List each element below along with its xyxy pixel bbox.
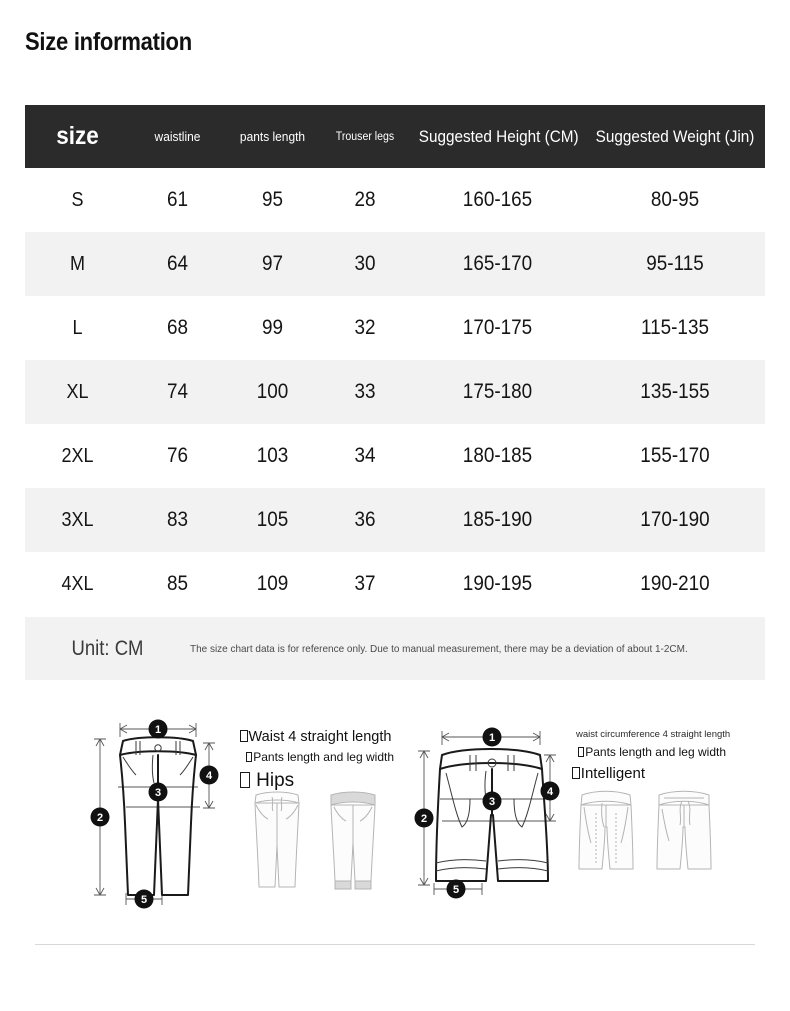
measure-label-waist-circumference: waist circumference 4 straight length — [576, 729, 731, 740]
table-row — [25, 168, 765, 232]
cell-size: XL — [66, 380, 89, 403]
long-pants-thumbnails — [246, 787, 384, 892]
marker-badge-3 — [149, 783, 168, 802]
cell-waistline: 68 — [166, 316, 189, 339]
measure-label-length: Pants length and leg width — [240, 750, 394, 764]
cell-suggested-height: 160-165 — [462, 188, 533, 211]
svg-text:1: 1 — [488, 732, 496, 744]
table-row — [25, 232, 765, 296]
measurement-disclaimer: The size chart data is for reference only. Due to manual measurement, there may be a deviation of about 1-2CM. — [190, 642, 688, 655]
marker-badge-2 — [91, 808, 110, 827]
cell-suggested-height: 185-190 — [462, 508, 533, 531]
marker-badge-2 — [415, 809, 434, 828]
cell-size: M — [69, 252, 85, 275]
measure-label-length: Pants length and leg width — [572, 745, 730, 759]
cell-suggested-height: 190-195 — [462, 572, 533, 595]
cell-suggested-height: 180-185 — [462, 444, 533, 467]
svg-text:3: 3 — [488, 796, 496, 808]
table-row — [25, 488, 765, 552]
marker-badge-4 — [541, 782, 560, 801]
shorts-technical-drawing — [412, 703, 572, 913]
cell-size: S — [71, 188, 84, 211]
cell-size: L — [72, 316, 83, 339]
cell-trouser-legs: 36 — [354, 508, 376, 531]
column-header-trouser-legs: Trouser legs — [335, 130, 395, 143]
cell-suggested-weight: 170-190 — [640, 508, 710, 531]
svg-text:4: 4 — [205, 770, 213, 782]
missing-glyph-icon — [578, 747, 584, 757]
cell-pants-length: 100 — [256, 380, 289, 403]
cell-suggested-weight: 135-155 — [640, 380, 710, 403]
svg-text:1: 1 — [154, 724, 162, 736]
thumbnail-cargo-shorts — [574, 787, 638, 879]
column-header-suggested-height: Suggested Height (CM) — [418, 126, 579, 146]
cell-suggested-height: 165-170 — [462, 252, 533, 275]
page-title: Size information — [25, 28, 192, 56]
column-header-waistline: waistline — [154, 129, 201, 144]
thumbnail-drawstring-pants — [246, 787, 308, 892]
missing-glyph-icon — [240, 730, 248, 742]
table-row — [25, 552, 765, 616]
cell-size: 2XL — [61, 444, 94, 467]
long-pants-measure-labels — [240, 729, 394, 792]
cell-trouser-legs: 37 — [354, 572, 376, 595]
marker-badge-1 — [149, 720, 168, 739]
svg-text:3: 3 — [154, 787, 162, 799]
table-header — [25, 105, 765, 168]
table-body — [25, 168, 765, 616]
marker-badge-4 — [200, 766, 219, 785]
cell-pants-length: 105 — [256, 508, 289, 531]
cell-size: 3XL — [61, 508, 94, 531]
cell-suggested-height: 170-175 — [462, 316, 533, 339]
missing-glyph-icon — [572, 767, 580, 779]
shorts-measure-labels — [572, 729, 730, 782]
size-chart-table — [25, 105, 765, 616]
cell-suggested-weight: 115-135 — [641, 316, 709, 339]
column-header-size: size — [56, 122, 99, 150]
cell-pants-length: 99 — [261, 316, 284, 339]
cell-waistline: 85 — [166, 572, 189, 595]
marker-badge-5 — [135, 890, 154, 909]
unit-label: Unit: CM — [71, 636, 144, 660]
measure-label-hips: Hips — [240, 770, 394, 792]
svg-text:2: 2 — [420, 813, 428, 825]
bottom-divider — [35, 944, 755, 945]
cell-suggested-weight: 155-170 — [640, 444, 710, 467]
table-row — [25, 424, 765, 488]
shorts-thumbnails — [574, 787, 716, 879]
marker-badge-1 — [483, 728, 502, 747]
table-row — [25, 360, 765, 424]
thumbnail-drawstring-shorts — [652, 787, 716, 879]
cell-trouser-legs: 33 — [354, 380, 376, 403]
long-pants-technical-drawing — [78, 703, 238, 913]
measurement-diagram-area — [0, 695, 790, 930]
unit-note-band — [25, 617, 765, 680]
cell-trouser-legs: 30 — [354, 252, 376, 275]
cell-suggested-weight: 80-95 — [650, 188, 700, 211]
column-header-suggested-weight: Suggested Weight (Jin) — [595, 126, 755, 146]
table-row — [25, 296, 765, 360]
cell-trouser-legs: 32 — [354, 316, 376, 339]
cell-suggested-weight: 95-115 — [646, 252, 704, 275]
cell-waistline: 74 — [166, 380, 189, 403]
cell-pants-length: 103 — [256, 444, 289, 467]
cell-pants-length: 95 — [261, 188, 284, 211]
cell-size: 4XL — [61, 572, 94, 595]
cell-trouser-legs: 28 — [354, 188, 376, 211]
thumbnail-jogger-pants — [322, 787, 384, 892]
cell-pants-length: 97 — [261, 252, 284, 275]
cell-waistline: 61 — [166, 188, 189, 211]
cell-trouser-legs: 34 — [354, 444, 376, 467]
cell-suggested-height: 175-180 — [462, 380, 533, 403]
marker-badge-5 — [447, 880, 466, 899]
measure-label-intelligent: Intelligent — [572, 765, 730, 782]
cell-waistline: 64 — [166, 252, 189, 275]
measure-label-waist: Waist 4 straight length — [240, 729, 394, 745]
marker-badge-3 — [483, 792, 502, 811]
svg-text:5: 5 — [140, 894, 148, 906]
missing-glyph-icon — [240, 772, 250, 788]
svg-text:4: 4 — [546, 786, 554, 798]
svg-text:5: 5 — [452, 884, 460, 896]
svg-text:2: 2 — [96, 812, 104, 824]
cell-pants-length: 109 — [256, 572, 289, 595]
cell-waistline: 83 — [166, 508, 189, 531]
cell-suggested-weight: 190-210 — [640, 572, 710, 595]
column-header-pants-length: pants length — [239, 129, 306, 144]
table-header-row — [25, 105, 765, 168]
cell-waistline: 76 — [166, 444, 189, 467]
missing-glyph-icon — [246, 752, 252, 762]
